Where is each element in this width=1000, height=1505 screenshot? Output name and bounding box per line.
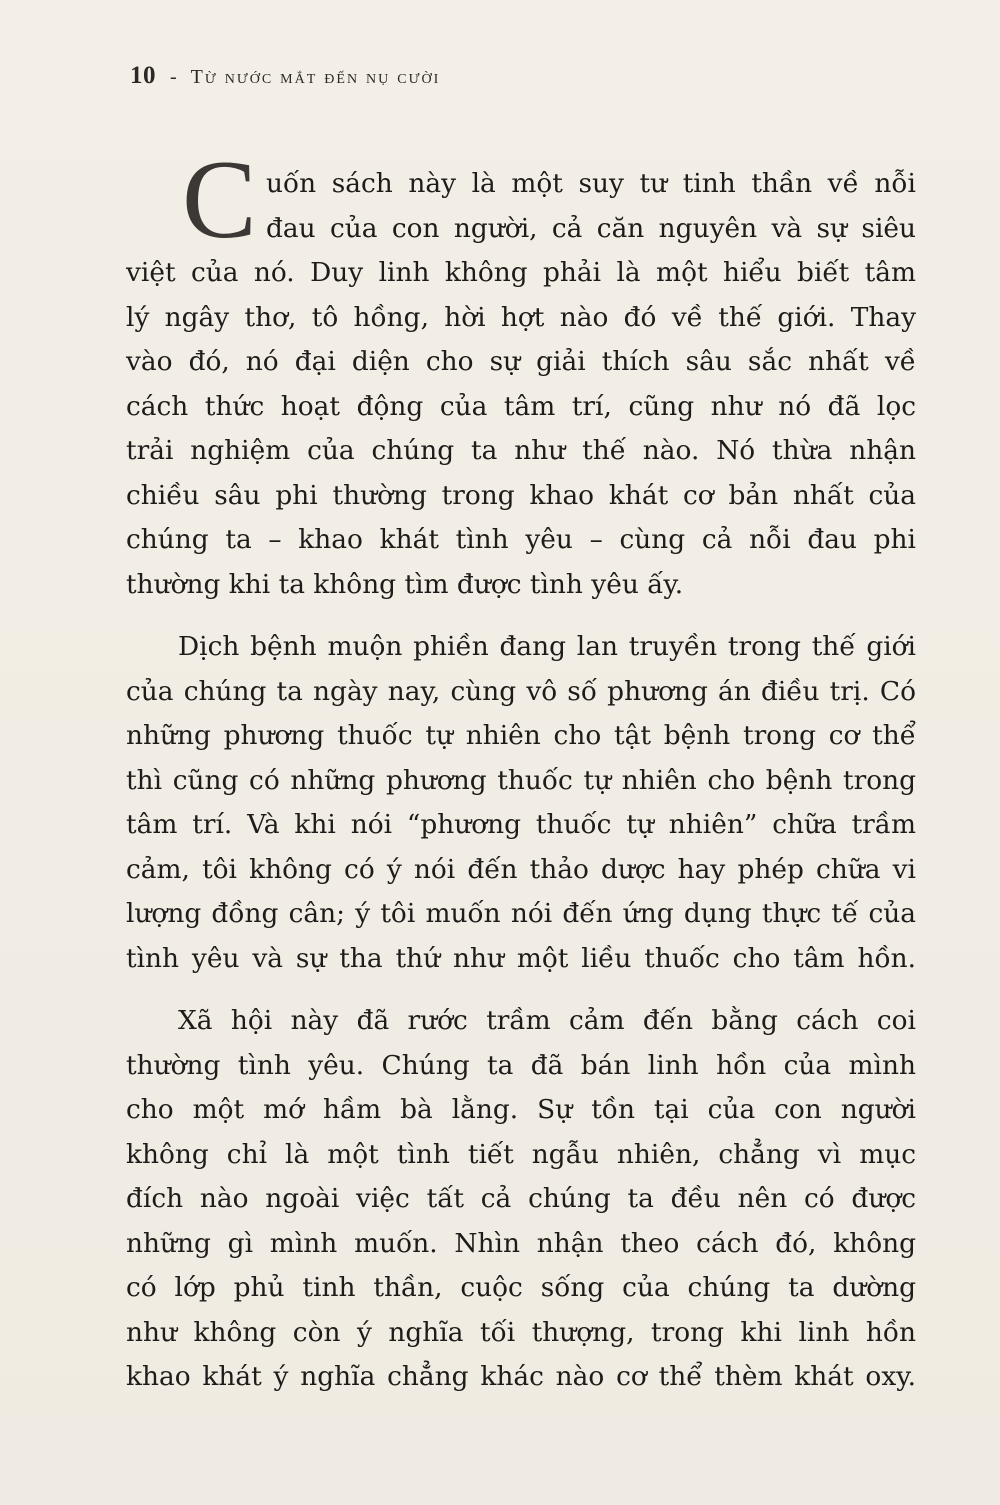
text-line: chúng ta – khao khát tình yêu – cùng cả nỗi đau phi — [126, 524, 916, 555]
text-line: cảm, tôi không có ý nói đến thảo dược hay phép chữa vi — [126, 853, 916, 885]
text-line: có lớp phủ tinh thần, cuộc sống của chúng ta dường — [126, 1272, 916, 1303]
text-line: không chỉ là một tình tiết ngẫu nhiên, chẳng vì mục — [126, 1138, 916, 1170]
text-line: việt của nó. Duy linh không phải là một hiểu biết tâm — [126, 257, 916, 288]
text-line: thì cũng có những phương thuốc tự nhiên cho bệnh trong — [126, 764, 916, 796]
text-line: những gì mình muốn. Nhìn nhận theo cách đó, không — [126, 1227, 916, 1259]
text-line: thường tình yêu. Chúng ta đã bán linh hồn của mình — [126, 1049, 916, 1081]
text-line: Dịch bệnh muộn phiền đang lan truyền trong thế giới — [178, 631, 916, 662]
paragraph-2 — [126, 625, 916, 981]
text-line: lý ngây thơ, tô hồng, hời hợt nào đó về thế giới. Thay — [126, 301, 916, 333]
text-line: trải nghiệm của chúng ta như thế nào. Nó thừa nhận — [126, 435, 916, 466]
text-line: những phương thuốc tự nhiên cho tật bệnh trong cơ thể — [126, 720, 916, 751]
text-line: Xã hội này đã rước trầm cảm đến bằng cách coi — [178, 1005, 916, 1036]
paragraph-1 — [126, 138, 916, 607]
text-line: tình yêu và sự tha thứ như một liều thuốc cho tâm hồn. — [126, 942, 916, 974]
drop-cap: C — [182, 138, 257, 262]
text-line: đích nào ngoài việc tất cả chúng ta đều nên có được — [126, 1183, 916, 1214]
text-line: lượng đồng cân; ý tôi muốn nói đến ứng dụng thực tế của — [126, 898, 916, 929]
book-title: Từ nước mắt đến nụ cười — [190, 66, 441, 88]
body-text — [126, 138, 916, 1400]
text-line: cho một mớ hầm bà lằng. Sự tồn tại của con người — [126, 1094, 916, 1125]
text-line: thường khi ta không tìm được tình yêu ấy. — [126, 568, 684, 600]
text-line: uốn sách này là một suy tư tinh thần về nỗi — [266, 168, 916, 199]
text-line: vào đó, nó đại diện cho sự giải thích sâu sắc nhất về — [126, 346, 916, 377]
text-line: như không còn ý nghĩa tối thượng, trong khi linh hồn — [126, 1316, 916, 1348]
paragraph-3 — [126, 999, 916, 1400]
header-separator: - — [170, 66, 177, 88]
text-line: khao khát ý nghĩa chẳng khác nào cơ thể thèm khát oxy. — [126, 1361, 916, 1392]
text-line: chiều sâu phi thường trong khao khát cơ bản nhất của — [126, 479, 916, 511]
running-header — [130, 62, 440, 96]
drop-cap-block — [126, 138, 916, 262]
text-line: tâm trí. Và khi nói “phương thuốc tự nhiên” chữa trầm — [126, 809, 916, 840]
page-number: 10 — [130, 62, 156, 89]
text-line: của chúng ta ngày nay, cùng vô số phương án điều trị. Có — [126, 675, 916, 707]
text-line: đau của con người, cả căn nguyên và sự siêu — [266, 212, 916, 244]
text-line: cách thức hoạt động của tâm trí, cũng như nó đã lọc — [126, 390, 916, 422]
